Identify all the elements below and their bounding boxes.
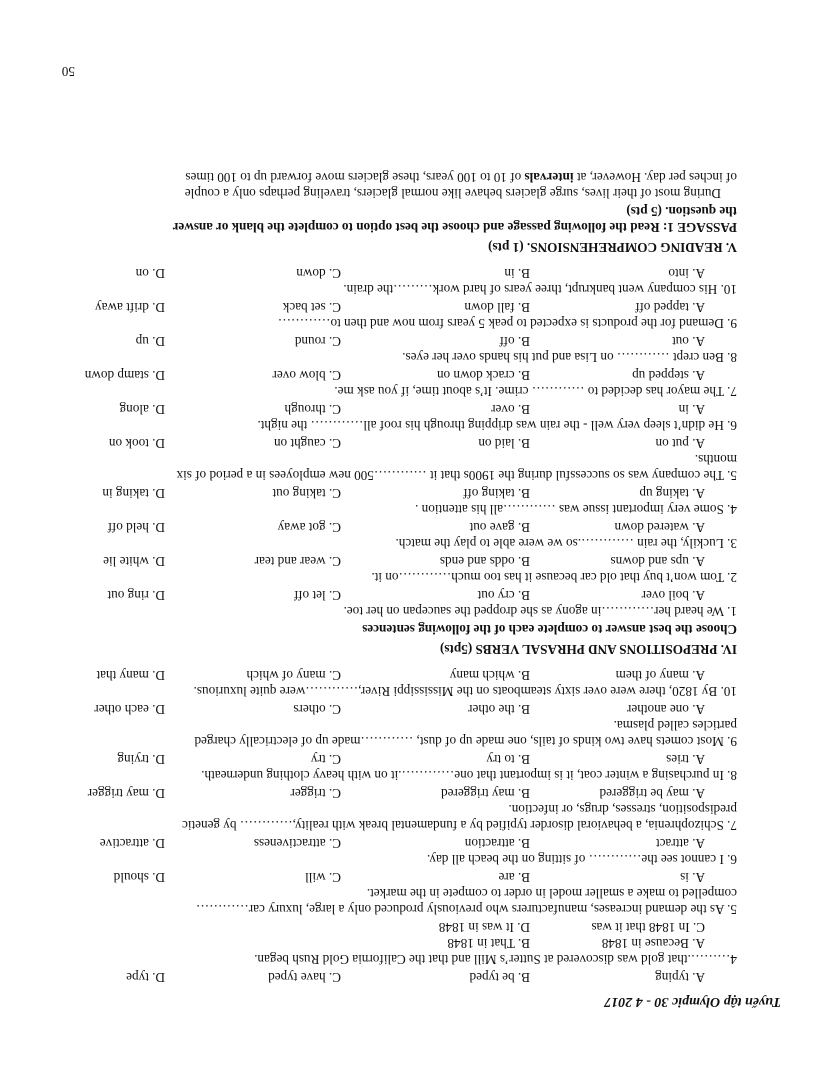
q8-option-d: D. trying	[117, 752, 165, 767]
s4-q3-option-c: C. got away	[277, 520, 341, 535]
q3-option-c: C. have typed	[268, 970, 341, 985]
q7-stem-line1: 7. Schizophrenia, a behavioral disorder typified by a fundamental break with reality,………… by genetic	[181, 818, 737, 833]
q9-option-a: A. one another	[627, 702, 705, 717]
q9-option-c: C. others	[293, 702, 341, 717]
s4-q6-option-d: D. along	[119, 402, 165, 417]
s4-q1-option-a: A. boil over	[641, 588, 705, 603]
q8-stem: 8. In purchasing a winter coat, it is important that one………….it on with heavy clothing underneath.	[201, 768, 737, 783]
s4-q4-option-c: C. taking out	[272, 486, 341, 501]
q5-option-a: A. is	[680, 870, 705, 885]
s4-q6-option-c: C. through	[284, 402, 341, 417]
s4-q10-option-b: B. in	[504, 266, 530, 281]
s4-q1-option-b: B. cry out	[477, 588, 530, 603]
q6-stem: 6. I cannot see the………… of sitting on the beach all day.	[426, 852, 737, 867]
s4-q5-stem-line2: months.	[694, 452, 737, 467]
q6-option-a: A. attract	[655, 836, 705, 851]
s4-q5-stem-line1: 5. The company was so successful during the 1900s that it …………500 new employees in a period of six	[176, 468, 737, 483]
q5-stem-line2: compelled to make a smaller model in order to compete in the market.	[366, 886, 737, 901]
q3-option-a: A. typing	[655, 970, 705, 985]
passage-1-keyword-intervals: intervals	[524, 170, 574, 185]
q9-stem-line2: particles called plasma.	[613, 718, 737, 733]
section-5-heading: V. READING COMPREHENSIONS. (1 pts)	[488, 240, 737, 255]
q7-option-a: A. may be triggered	[599, 786, 705, 801]
q7-option-c: C. trigger	[290, 786, 341, 801]
passage-1-text-line2	[185, 169, 737, 185]
q10-option-d: D. many that	[96, 668, 165, 683]
q7-stem-line2: predisposition, stresses, drugs, or infection.	[508, 802, 737, 817]
passage-1-text-line1: During most of their lives, surge glaciers behave like normal glaciers, traveling perhaps only a couple	[184, 186, 721, 201]
s4-q9-option-d: D. drift away	[95, 300, 165, 315]
s4-q1-option-d: D. ring out	[107, 588, 165, 603]
s4-q7-option-b: B. crack down on	[436, 368, 530, 383]
section-4-heading: IV. PREPOSITIONS AND PHRASAL VERBS (5pts)	[439, 642, 737, 657]
s4-q5-option-b: B. laid on	[478, 436, 530, 451]
q5-option-c: C. will	[305, 870, 341, 885]
s4-q1-stem: 1. We heard her…………in agony as she dropped the saucepan on her toe.	[343, 604, 737, 619]
q5-option-d: D. should	[113, 870, 165, 885]
q4-stem: 4……….that gold was discovered at Sutter’s Mill and that the California Gold Rush began.	[254, 952, 737, 967]
s4-q2-option-d: D. white lie	[103, 554, 165, 569]
s4-q8-option-c: C. round	[294, 334, 341, 349]
q10-stem: 10. By 1820, there were over sixty steamboats on the Mississippi River,…………were quite luxurious.	[193, 684, 737, 699]
passage-1-text-line2-a: of inches per day. However, at	[573, 170, 737, 185]
q4-option-b: B. That in 1848	[447, 936, 530, 951]
s4-q9-option-b: B. fall down	[464, 300, 530, 315]
q5-option-b: B. are	[498, 870, 530, 885]
s4-q7-option-a: A. stepped up	[632, 368, 705, 383]
s4-q8-option-a: A. out	[672, 334, 705, 349]
s4-q2-option-c: C. wear and tear	[254, 554, 341, 569]
s4-q5-option-a: A. put on	[655, 436, 705, 451]
s4-q4-stem: 4. Some very important issue was …………all his attention .	[415, 502, 737, 517]
s4-q3-option-a: A. watered down	[614, 520, 705, 535]
s4-q4-option-a: A. taking up	[639, 486, 705, 501]
passage-1-text-line2-b: of 10 to 100 years, these glaciers move forward up to 100 times	[185, 170, 525, 185]
s4-q3-option-d: D. held off	[107, 520, 165, 535]
q4-option-a: A. Because in 1848	[601, 936, 705, 951]
q8-option-a: A. tries	[666, 752, 705, 767]
q6-option-d: D. attractive	[99, 836, 165, 851]
q7-option-b: B. may triggered	[441, 786, 530, 801]
s4-q4-option-b: B. taking off	[463, 486, 530, 501]
s4-q5-option-d: D. took on	[108, 436, 165, 451]
s4-q6-option-a: A. in	[678, 402, 705, 417]
q5-stem-line1: 5. As the demand increases, manufacturers who previously produced only a large, luxury car…………	[195, 902, 737, 917]
passage-1-instruction-line1: PASSAGE 1: Read the following passage and choose the best option to complete the blank or answer	[172, 220, 737, 235]
s4-q9-stem: 9. Demand for the products is expected to peak 5 years from now and then to…………	[277, 316, 737, 331]
q10-option-a: A. many of them	[615, 668, 705, 683]
q9-stem-line1: 9. Most comets have two kinds of tails, one made up of dust, …………made up of electrically charged	[194, 734, 737, 749]
q3-option-b: B. be typed	[469, 970, 530, 985]
s4-q9-option-a: A. tapped off	[635, 300, 705, 315]
passage-1-instruction-line2: the question. (5 pts)	[626, 204, 737, 219]
s4-q7-option-c: C. blow over	[272, 368, 341, 383]
section-4-instruction: Choose the best answer to complete each of the following sentences	[362, 622, 737, 637]
s4-q7-stem: 7. The mayor has decided to ………… crime. It’s about time, if you ask me.	[334, 384, 737, 399]
q4-option-c: C. In 1848 that it was	[591, 920, 705, 935]
s4-q10-option-d: D. on	[135, 266, 165, 281]
s4-q4-option-d: D. taking in	[102, 486, 165, 501]
s4-q10-option-a: A. into	[668, 266, 705, 281]
q7-option-d: D. may trigger	[87, 786, 165, 801]
s4-q2-stem: 2. Tom won’t buy that old car because it has too much…………on it.	[371, 570, 737, 585]
q8-option-b: B. to try	[486, 752, 530, 767]
s4-q6-stem: 6. He didn’t sleep very well - the rain was dripping through his roof all………… the night.	[257, 418, 737, 433]
q8-option-c: C. try	[310, 752, 341, 767]
q4-option-d: D. It was in 1848	[438, 920, 530, 935]
page-number: 50	[61, 64, 75, 79]
s4-q1-option-c: C. let off	[293, 588, 341, 603]
s4-q8-option-b: B. off	[499, 334, 530, 349]
q3-option-d: D. type	[126, 970, 165, 985]
q6-option-c: C. attractiveness	[253, 836, 341, 851]
s4-q10-option-c: C. down	[296, 266, 341, 281]
page-header-title: Tuyển tập Olympic 30 - 4 2017	[604, 994, 781, 1009]
s4-q8-option-d: D. up	[135, 334, 165, 349]
s4-q8-stem: 8. Ben crept ………… on Lisa and put his hands over her eyes.	[402, 350, 737, 365]
s4-q3-option-b: B. gave out	[469, 520, 530, 535]
s4-q7-option-d: D. stamp down	[84, 368, 165, 383]
s4-q5-option-c: C. caught on	[273, 436, 341, 451]
s4-q10-stem: 10. His company went bankrupt, three years of hard work………the drain.	[343, 282, 737, 297]
s4-q2-option-b: B. odds and ends	[439, 554, 530, 569]
s4-q3-stem: 3. Luckily, the rain ………….so we were able to play the match.	[395, 536, 737, 551]
s4-q6-option-b: B. over	[491, 402, 530, 417]
q10-option-b: B. which many	[449, 668, 530, 683]
q6-option-b: B. attraction	[464, 836, 530, 851]
q9-option-d: D. each other	[94, 702, 165, 717]
q9-option-b: B. the other	[468, 702, 530, 717]
s4-q9-option-c: C. set back	[282, 300, 341, 315]
s4-q2-option-a: A. ups and downs	[610, 554, 705, 569]
q10-option-c: C. many of which	[246, 668, 341, 683]
